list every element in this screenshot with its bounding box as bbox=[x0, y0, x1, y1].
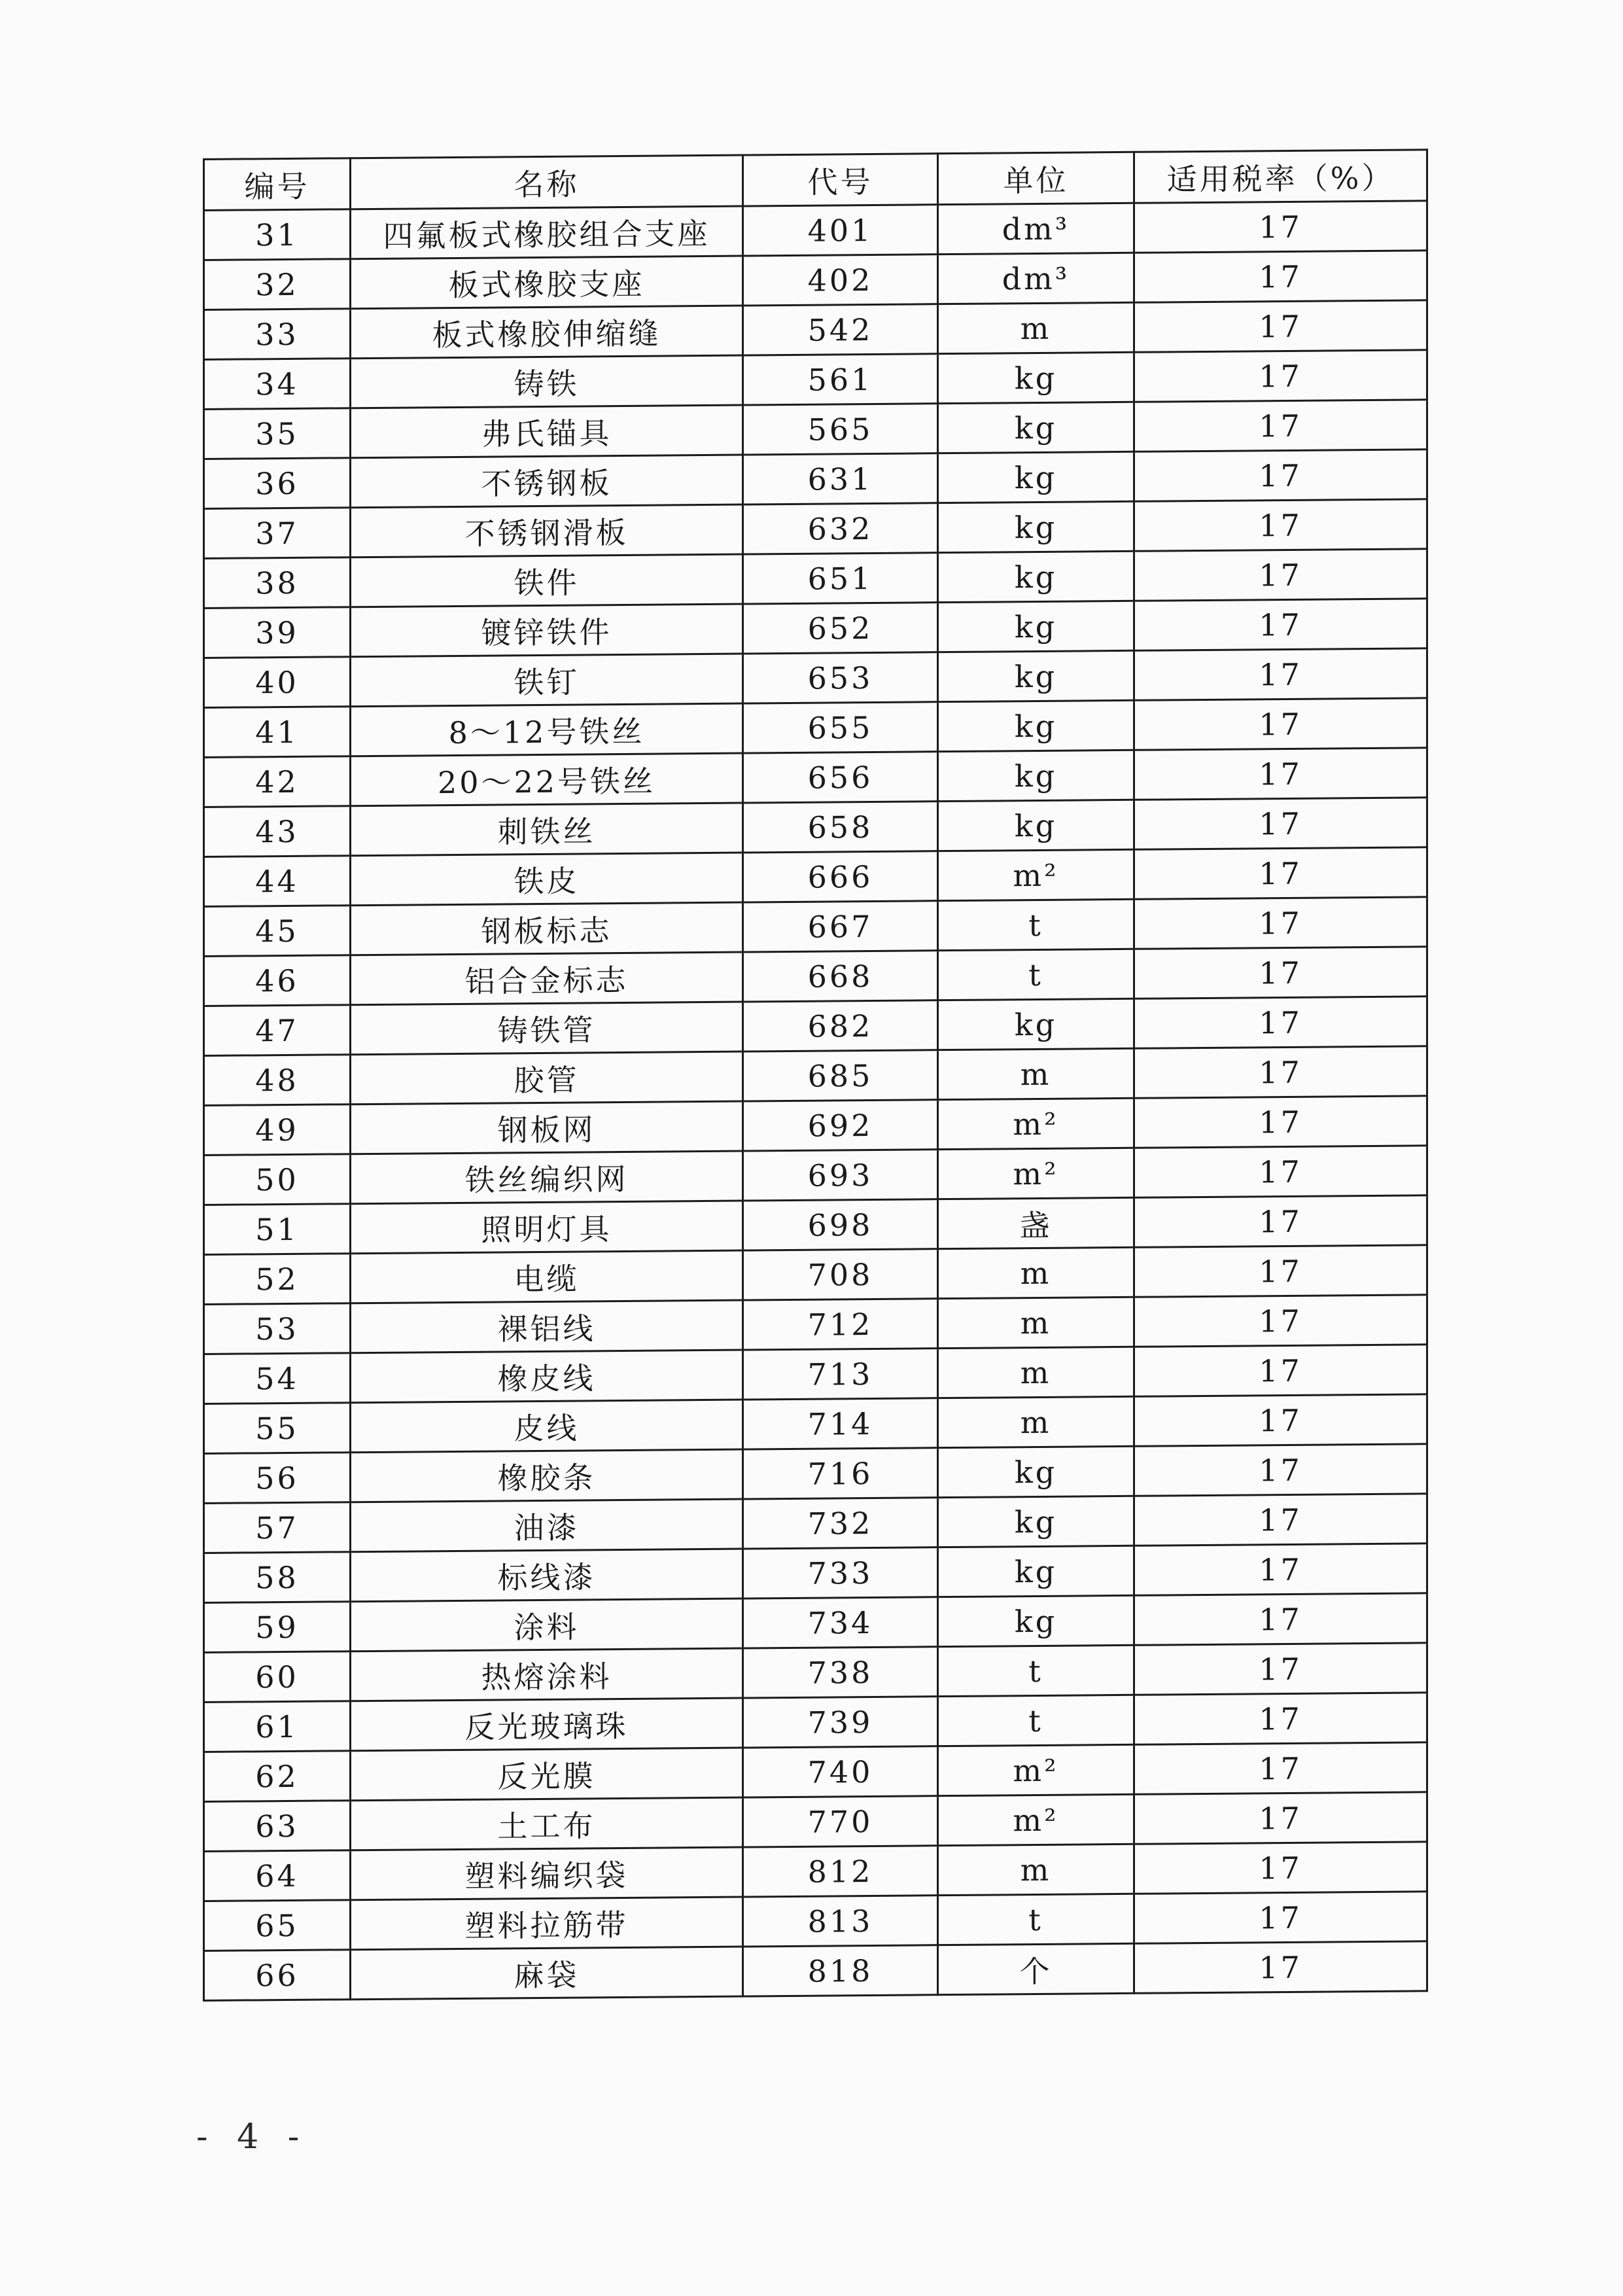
cell-name: 铁丝编织网 bbox=[351, 1151, 743, 1204]
cell-code: 734 bbox=[743, 1597, 938, 1648]
cell-unit: m² bbox=[938, 849, 1134, 900]
cell-code: 655 bbox=[743, 702, 938, 753]
tax-rate-table bbox=[203, 149, 1428, 2002]
cell-name: 不锈钢滑板 bbox=[351, 504, 743, 557]
cell-code: 713 bbox=[743, 1349, 938, 1400]
cell-number: 50 bbox=[204, 1154, 351, 1205]
cell-code: 692 bbox=[743, 1100, 938, 1151]
cell-unit: t bbox=[938, 1695, 1134, 1746]
cell-unit: kg bbox=[938, 402, 1134, 453]
cell-code: 770 bbox=[743, 1796, 938, 1847]
cell-code: 668 bbox=[743, 951, 938, 1002]
cell-tax-rate: 17 bbox=[1134, 698, 1427, 751]
cell-code: 733 bbox=[743, 1547, 938, 1598]
cell-tax-rate: 17 bbox=[1134, 1444, 1427, 1496]
cell-code: 714 bbox=[743, 1398, 938, 1449]
cell-tax-rate: 17 bbox=[1134, 1096, 1427, 1148]
cell-name: 橡胶条 bbox=[351, 1449, 743, 1502]
table-row bbox=[204, 648, 1427, 708]
cell-name: 铸铁管 bbox=[351, 1002, 743, 1055]
cell-unit: kg bbox=[938, 1446, 1134, 1497]
cell-code: 667 bbox=[743, 901, 938, 952]
cell-number: 52 bbox=[204, 1254, 351, 1305]
cell-code: 666 bbox=[743, 851, 938, 902]
cell-number: 54 bbox=[204, 1353, 351, 1404]
cell-tax-rate: 17 bbox=[1134, 1146, 1427, 1198]
cell-number: 41 bbox=[204, 707, 351, 758]
table-header-row bbox=[204, 150, 1427, 211]
cell-number: 62 bbox=[204, 1751, 351, 1802]
cell-tax-rate: 17 bbox=[1134, 997, 1427, 1049]
cell-name: 四氟板式橡胶组合支座 bbox=[351, 206, 743, 259]
cell-number: 53 bbox=[204, 1303, 351, 1354]
cell-code: 653 bbox=[743, 652, 938, 703]
cell-name: 铝合金标志 bbox=[351, 952, 743, 1005]
table-row bbox=[204, 1394, 1427, 1454]
cell-number: 42 bbox=[204, 756, 351, 807]
header-unit: 单位 bbox=[938, 152, 1134, 204]
cell-code: 732 bbox=[743, 1498, 938, 1549]
cell-code: 401 bbox=[743, 205, 938, 256]
cell-code: 565 bbox=[743, 404, 938, 455]
cell-code: 632 bbox=[743, 503, 938, 554]
cell-unit: kg bbox=[938, 750, 1134, 801]
cell-unit: kg bbox=[938, 1496, 1134, 1547]
cell-tax-rate: 17 bbox=[1134, 1792, 1427, 1845]
cell-tax-rate: 17 bbox=[1134, 350, 1427, 402]
cell-number: 48 bbox=[204, 1055, 351, 1106]
cell-tax-rate: 17 bbox=[1134, 450, 1427, 502]
cell-tax-rate: 17 bbox=[1134, 648, 1427, 701]
cell-name: 麻袋 bbox=[351, 1947, 743, 2000]
cell-unit: m bbox=[938, 1844, 1134, 1895]
table-row bbox=[204, 350, 1427, 410]
cell-code: 738 bbox=[743, 1647, 938, 1698]
cell-name: 刺铁丝 bbox=[351, 803, 743, 856]
cell-unit: kg bbox=[938, 601, 1134, 652]
cell-unit: m² bbox=[938, 1098, 1134, 1149]
cell-name: 皮线 bbox=[351, 1400, 743, 1453]
cell-unit: t bbox=[938, 949, 1134, 1000]
cell-tax-rate: 17 bbox=[1134, 1593, 1427, 1646]
cell-unit: kg bbox=[938, 352, 1134, 403]
cell-number: 36 bbox=[204, 458, 351, 509]
cell-tax-rate: 17 bbox=[1134, 748, 1427, 800]
cell-code: 716 bbox=[743, 1448, 938, 1499]
cell-name: 电缆 bbox=[351, 1250, 743, 1303]
cell-name: 不锈钢板 bbox=[351, 455, 743, 508]
cell-name: 塑料编织袋 bbox=[351, 1847, 743, 1900]
cell-number: 45 bbox=[204, 906, 351, 957]
cell-name: 8～12号铁丝 bbox=[351, 703, 743, 756]
cell-code: 812 bbox=[743, 1846, 938, 1897]
cell-name: 照明灯具 bbox=[351, 1201, 743, 1254]
cell-code: 658 bbox=[743, 802, 938, 853]
cell-number: 64 bbox=[204, 1850, 351, 1901]
cell-name: 反光玻璃珠 bbox=[351, 1698, 743, 1751]
header-tax-rate: 适用税率（%） bbox=[1134, 150, 1427, 203]
cell-number: 49 bbox=[204, 1104, 351, 1156]
table-row bbox=[204, 1544, 1427, 1603]
cell-number: 33 bbox=[204, 309, 351, 360]
cell-number: 59 bbox=[204, 1602, 351, 1653]
cell-number: 63 bbox=[204, 1801, 351, 1852]
cell-unit: m² bbox=[938, 1794, 1134, 1845]
page-number: - 4 - bbox=[196, 2117, 309, 2157]
cell-tax-rate: 17 bbox=[1134, 1941, 1427, 1994]
header-number: 编号 bbox=[204, 158, 351, 211]
cell-unit: m bbox=[938, 1347, 1134, 1398]
table-row bbox=[204, 1693, 1427, 1752]
cell-code: 651 bbox=[743, 553, 938, 604]
cell-code: 402 bbox=[743, 255, 938, 306]
table-row bbox=[204, 1146, 1427, 1205]
cell-name: 弗氏锚具 bbox=[351, 405, 743, 458]
cell-code: 631 bbox=[743, 453, 938, 504]
cell-unit: m² bbox=[938, 1744, 1134, 1795]
cell-tax-rate: 17 bbox=[1134, 1046, 1427, 1099]
cell-name: 铸铁 bbox=[351, 355, 743, 408]
cell-number: 35 bbox=[204, 408, 351, 459]
table-row bbox=[204, 1096, 1427, 1156]
cell-name: 塑料拉筋带 bbox=[351, 1897, 743, 1950]
cell-name: 板式橡胶伸缩缝 bbox=[351, 306, 743, 359]
cell-unit: kg bbox=[938, 650, 1134, 701]
cell-name: 橡皮线 bbox=[351, 1350, 743, 1403]
cell-tax-rate: 17 bbox=[1134, 1295, 1427, 1347]
table-row bbox=[204, 1643, 1427, 1703]
table-row bbox=[204, 1593, 1427, 1653]
cell-tax-rate: 17 bbox=[1134, 300, 1427, 353]
cell-unit: m bbox=[938, 1396, 1134, 1447]
cell-unit: m² bbox=[938, 1148, 1134, 1199]
cell-name: 板式橡胶支座 bbox=[351, 256, 743, 309]
cell-number: 32 bbox=[204, 259, 351, 310]
cell-code: 652 bbox=[743, 603, 938, 654]
table-row bbox=[204, 847, 1427, 907]
cell-tax-rate: 17 bbox=[1134, 499, 1427, 552]
cell-tax-rate: 17 bbox=[1134, 1693, 1427, 1745]
cell-name: 钢板网 bbox=[351, 1101, 743, 1154]
cell-unit: t bbox=[938, 899, 1134, 950]
cell-unit: m bbox=[938, 302, 1134, 353]
table-row bbox=[204, 1494, 1427, 1553]
table-row bbox=[204, 947, 1427, 1006]
table-row bbox=[204, 251, 1427, 310]
cell-tax-rate: 17 bbox=[1134, 847, 1427, 900]
cell-number: 66 bbox=[204, 1950, 351, 2001]
table-row bbox=[204, 1792, 1427, 1852]
table-row bbox=[204, 1245, 1427, 1305]
cell-number: 39 bbox=[204, 607, 351, 658]
cell-number: 51 bbox=[204, 1204, 351, 1255]
cell-tax-rate: 17 bbox=[1134, 1394, 1427, 1447]
cell-name: 铁件 bbox=[351, 554, 743, 607]
cell-tax-rate: 17 bbox=[1134, 798, 1427, 850]
cell-tax-rate: 17 bbox=[1134, 1842, 1427, 1894]
cell-name: 铁皮 bbox=[351, 853, 743, 906]
cell-name: 油漆 bbox=[351, 1499, 743, 1552]
table-body bbox=[204, 201, 1427, 2001]
cell-name: 反光膜 bbox=[351, 1748, 743, 1801]
table-row bbox=[204, 1046, 1427, 1106]
cell-unit: t bbox=[938, 1894, 1134, 1945]
header-name: 名称 bbox=[351, 155, 743, 209]
table-row bbox=[204, 1195, 1427, 1255]
table-row bbox=[204, 599, 1427, 658]
cell-tax-rate: 17 bbox=[1134, 1345, 1427, 1397]
cell-unit: m bbox=[938, 1297, 1134, 1348]
cell-tax-rate: 17 bbox=[1134, 947, 1427, 999]
cell-code: 739 bbox=[743, 1697, 938, 1748]
cell-tax-rate: 17 bbox=[1134, 1544, 1427, 1596]
cell-name: 20～22号铁丝 bbox=[351, 753, 743, 806]
cell-name: 裸铝线 bbox=[351, 1300, 743, 1353]
cell-unit: dm³ bbox=[938, 203, 1134, 254]
cell-name: 涂料 bbox=[351, 1598, 743, 1651]
cell-tax-rate: 17 bbox=[1134, 1742, 1427, 1795]
cell-code: 693 bbox=[743, 1150, 938, 1201]
cell-number: 55 bbox=[204, 1403, 351, 1454]
table-row bbox=[204, 450, 1427, 509]
cell-tax-rate: 17 bbox=[1134, 251, 1427, 303]
cell-code: 698 bbox=[743, 1199, 938, 1250]
cell-code: 685 bbox=[743, 1050, 938, 1101]
cell-unit: kg bbox=[938, 998, 1134, 1050]
cell-unit: kg bbox=[938, 501, 1134, 552]
cell-unit: m bbox=[938, 1247, 1134, 1298]
header-code: 代号 bbox=[743, 154, 938, 206]
cell-code: 818 bbox=[743, 1945, 938, 1996]
cell-unit: kg bbox=[938, 1545, 1134, 1597]
cell-code: 682 bbox=[743, 1000, 938, 1051]
cell-code: 561 bbox=[743, 354, 938, 405]
table-row bbox=[204, 1345, 1427, 1404]
cell-code: 542 bbox=[743, 304, 938, 355]
cell-code: 708 bbox=[743, 1249, 938, 1300]
table-row bbox=[204, 698, 1427, 758]
cell-number: 37 bbox=[204, 508, 351, 559]
table-row bbox=[204, 1742, 1427, 1802]
cell-name: 标线漆 bbox=[351, 1549, 743, 1602]
cell-tax-rate: 17 bbox=[1134, 201, 1427, 253]
cell-number: 57 bbox=[204, 1502, 351, 1553]
cell-name: 土工布 bbox=[351, 1797, 743, 1850]
cell-unit: kg bbox=[938, 1595, 1134, 1646]
table-row bbox=[204, 997, 1427, 1056]
cell-tax-rate: 17 bbox=[1134, 1494, 1427, 1546]
cell-tax-rate: 17 bbox=[1134, 1892, 1427, 1944]
cell-number: 40 bbox=[204, 657, 351, 708]
cell-number: 61 bbox=[204, 1701, 351, 1752]
cell-name: 胶管 bbox=[351, 1051, 743, 1104]
cell-code: 656 bbox=[743, 752, 938, 803]
table-row bbox=[204, 1842, 1427, 1901]
table-row bbox=[204, 897, 1427, 957]
table-row bbox=[204, 549, 1427, 609]
cell-tax-rate: 17 bbox=[1134, 1245, 1427, 1298]
cell-name: 钢板标志 bbox=[351, 902, 743, 955]
cell-unit: kg bbox=[938, 800, 1134, 851]
cell-number: 44 bbox=[204, 856, 351, 907]
cell-code: 813 bbox=[743, 1896, 938, 1947]
cell-tax-rate: 17 bbox=[1134, 549, 1427, 601]
cell-number: 46 bbox=[204, 955, 351, 1006]
table-row bbox=[204, 499, 1427, 559]
cell-code: 740 bbox=[743, 1746, 938, 1797]
cell-tax-rate: 17 bbox=[1134, 400, 1427, 452]
cell-tax-rate: 17 bbox=[1134, 897, 1427, 949]
cell-number: 60 bbox=[204, 1651, 351, 1703]
table-row bbox=[204, 1892, 1427, 1951]
cell-unit: kg bbox=[938, 451, 1134, 503]
cell-tax-rate: 17 bbox=[1134, 1195, 1427, 1248]
cell-unit: dm³ bbox=[938, 253, 1134, 304]
cell-number: 31 bbox=[204, 209, 351, 260]
cell-unit: kg bbox=[938, 551, 1134, 602]
table-row bbox=[204, 1295, 1427, 1354]
cell-name: 镀锌铁件 bbox=[351, 604, 743, 657]
cell-code: 712 bbox=[743, 1299, 938, 1350]
cell-number: 56 bbox=[204, 1453, 351, 1504]
cell-name: 铁钉 bbox=[351, 654, 743, 707]
table-row bbox=[204, 748, 1427, 807]
cell-number: 65 bbox=[204, 1900, 351, 1951]
cell-number: 43 bbox=[204, 806, 351, 857]
table-row bbox=[204, 1444, 1427, 1504]
cell-number: 38 bbox=[204, 557, 351, 609]
cell-unit: kg bbox=[938, 700, 1134, 751]
table-row bbox=[204, 1941, 1427, 2001]
cell-number: 34 bbox=[204, 359, 351, 410]
table-row bbox=[204, 201, 1427, 260]
cell-tax-rate: 17 bbox=[1134, 1643, 1427, 1695]
table-row bbox=[204, 798, 1427, 857]
cell-number: 47 bbox=[204, 1005, 351, 1056]
cell-name: 热熔涂料 bbox=[351, 1648, 743, 1701]
table-row bbox=[204, 400, 1427, 459]
cell-unit: 盏 bbox=[938, 1197, 1134, 1248]
cell-unit: m bbox=[938, 1048, 1134, 1099]
cell-unit: 个 bbox=[938, 1943, 1134, 1994]
cell-tax-rate: 17 bbox=[1134, 599, 1427, 651]
table-row bbox=[204, 300, 1427, 360]
cell-unit: t bbox=[938, 1645, 1134, 1696]
cell-number: 58 bbox=[204, 1552, 351, 1603]
